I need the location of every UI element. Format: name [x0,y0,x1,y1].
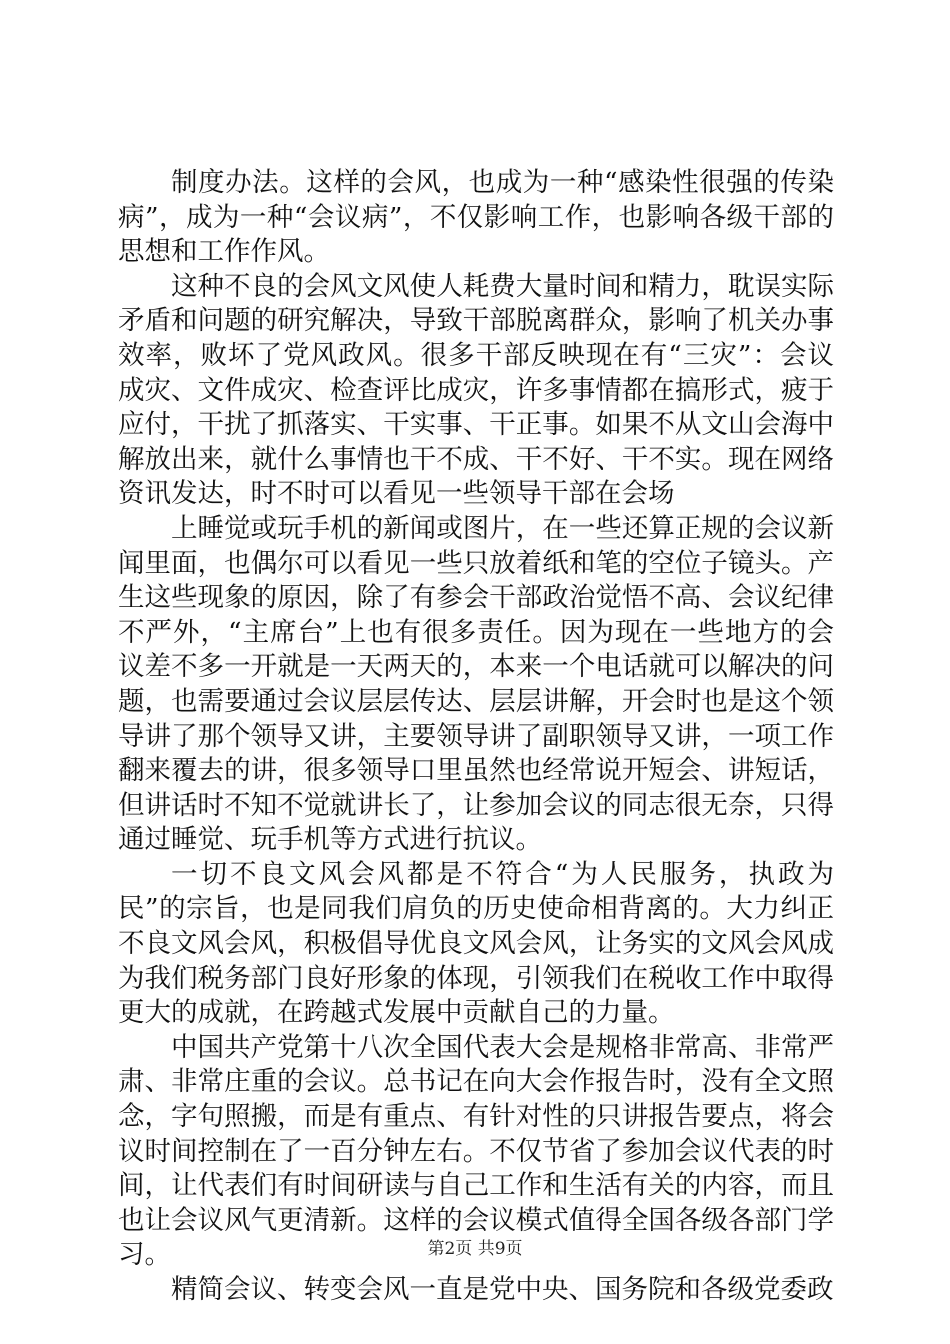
page-number-footer: 第2页 共9页 [427,1239,523,1259]
paragraph-1: 制度办法。这样的会风，也成为一种“感染性很强的传染病”，成为一种“会议病”，不仅影响工作，也影响各级干部的思想和工作作风。 [118,167,834,268]
paragraph-3: 上睡觉或玩手机的新闻或图片，在一些还算正规的会议新闻里面，也偶尔可以看见一些只放着纸和笔的空位子镜头。产生这些现象的原因，除了有参会干部政治觉悟不高、会议纪律不严外，“主席台”上也有很多责任。因为现在一些地方的会议差不多一开就是一天两天的，本来一个电话就可以解决的问题，也需要通过会议层层传达、层层讲解，开会时也是这个领导讲了那个领导又讲，主要领导讲了副职领导又讲，一项工作翻来覆去的讲，很多领导口里虽然也经常说开短会、讲短话，但讲话时不知不觉就讲长了，让参加会议的同志很无奈，只得通过睡觉、玩手机等方式进行抗议。 [118,512,834,856]
paragraph-5: 中国共产党第十八次全国代表大会是规格非常高、非常严肃、非常庄重的会议。总书记在向大会作报告时，没有全文照念，字句照搬，而是有重点、有针对性的只讲报告要点，将会议时间控制在了一百分钟左右。不仅节省了参加会议代表的时间，让代表们有时间研读与自己工作和生活有关的内容，而且也让会议风气更清新。这样的会议模式值得全国各级各部门学习。 [118,1031,834,1271]
paragraph-4: 一切不良文风会风都是不符合“为人民服务，执政为民”的宗旨，也是同我们肩负的历史使命相背离的。大力纠正不良文风会风，积极倡导优良文风会风，让务实的文风会风成为我们税务部门良好形象的体现，引领我们在税收工作中取得更大的成就，在跨越式发展中贡献自己的力量。 [118,858,834,1029]
paragraph-2: 这种不良的会风文风使人耗费大量时间和精力，耽误实际矛盾和问题的研究解决，导致干部脱离群众，影响了机关办事效率，败坏了党风政风。很多干部反映现在有“三灾”：会议成灾、文件成灾、检查评比成灾，许多事情都在搞形式，疲于应付，干扰了抓落实、干实事、干正事。如果不从文山会海中解放出来，就什么事情也干不成、干不好、干不实。现在网络资讯发达，时不时可以看见一些领导干部在会场 [118,270,834,510]
paragraph-6: 精简会议、转变会风一直是党中央、国务院和各级党委政 [171,1274,834,1305]
document-body [118,166,834,1308]
